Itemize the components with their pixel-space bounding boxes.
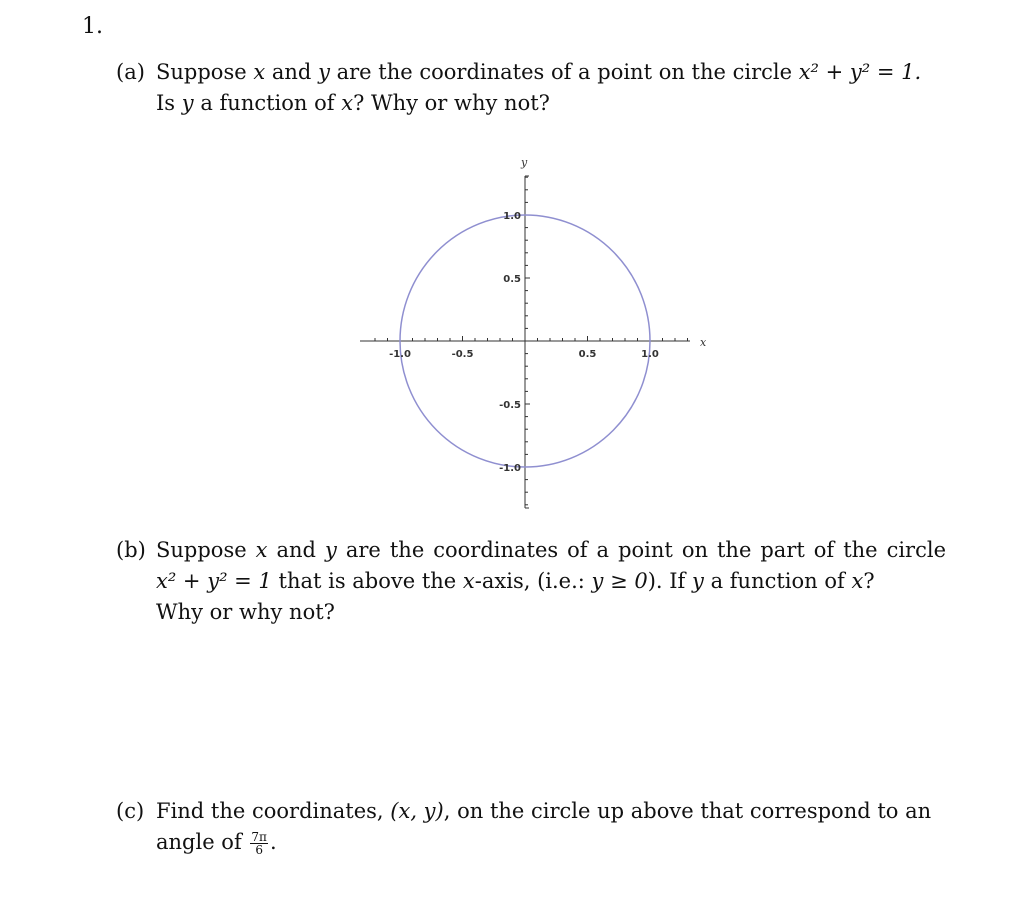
text: ? Why or why not? (353, 91, 550, 115)
fraction-denominator: 6 (255, 843, 263, 857)
y-tick-label: -0.5 (499, 400, 521, 411)
unit-circle-plot (350, 150, 710, 520)
fraction-numerator: 7π (251, 830, 267, 844)
math-y: y (692, 569, 704, 593)
x-tick-label: -1.0 (389, 349, 411, 360)
text: a function of (710, 569, 845, 593)
text: ). If (647, 569, 686, 593)
x-tick-label: 0.5 (578, 349, 597, 360)
text: are the coordinates of a point on the part of the circle (345, 538, 946, 562)
y-axis-label: y (521, 156, 528, 169)
part-b-line-1 (156, 535, 946, 566)
y-tick-label: 0.5 (503, 274, 521, 285)
y-tick-label: 1.0 (503, 211, 521, 222)
math-x: x (255, 538, 268, 562)
text: and (276, 538, 316, 562)
math-point: (x, y) (390, 799, 444, 823)
part-b-line-3: Why or why not? (156, 600, 335, 624)
tick-labels (389, 156, 707, 474)
math-circle-equation: x² + y² = 1. (798, 60, 922, 84)
text: are the coordinates of a point on the circle (336, 60, 793, 84)
angle-fraction (250, 831, 268, 856)
text: , on the circle up above that correspond to an (443, 799, 932, 823)
part-a-line-1 (156, 57, 946, 88)
math-condition: y ≥ 0 (591, 569, 648, 593)
math-y: y (181, 91, 194, 115)
x-axis-label: x (700, 336, 707, 349)
part-a-label: (a) (116, 60, 145, 84)
math-x: x (341, 91, 354, 115)
part-b-label: (b) (116, 538, 146, 562)
ticks (375, 176, 688, 508)
math-y: y (325, 538, 337, 562)
math-x: x (851, 569, 864, 593)
text: Suppose (156, 60, 247, 84)
part-b-line-2 (156, 566, 946, 597)
text: Is (156, 91, 176, 115)
part-c-label: (c) (116, 799, 145, 823)
math-x: x (253, 60, 266, 84)
part-a-line-2 (156, 88, 946, 119)
text: -axis, (i.e.: (474, 569, 585, 593)
text: a function of (200, 91, 335, 115)
text: and (271, 60, 312, 84)
x-tick-label: 1.0 (641, 349, 659, 360)
math-y: y (318, 60, 330, 84)
y-tick-label: -1.0 (499, 463, 521, 474)
text: angle of (156, 830, 242, 854)
text: . (269, 830, 277, 854)
text: Find the coordinates, (156, 799, 384, 823)
part-c-line-2 (156, 827, 946, 858)
text: ? (863, 569, 875, 593)
part-c-line-1 (156, 796, 946, 827)
math-circle-equation: x² + y² = 1 (156, 569, 272, 593)
question-number: 1. (82, 14, 103, 39)
axes (360, 176, 690, 508)
math-x: x (462, 569, 475, 593)
text: Suppose (156, 538, 247, 562)
x-tick-label: -0.5 (451, 349, 474, 360)
text: that is above the (278, 569, 457, 593)
